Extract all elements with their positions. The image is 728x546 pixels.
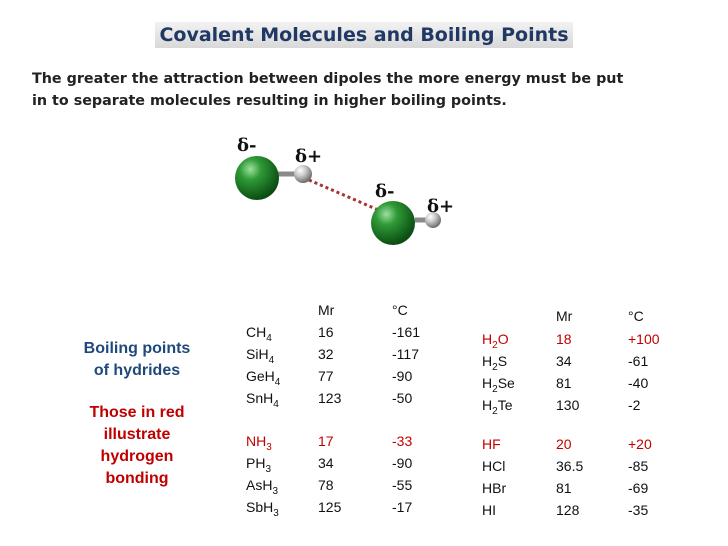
grey-atom-1 xyxy=(294,165,312,183)
green-atom-2 xyxy=(371,201,415,245)
left-row-bp-value: -33 xyxy=(392,433,413,449)
delta-minus-label-1: δ- xyxy=(237,136,257,156)
right-row-mr-value: 81 xyxy=(556,480,572,496)
left-row-formula: SiH$_4$ xyxy=(246,346,275,366)
left-row-formula: SnH$_4$ xyxy=(246,390,279,410)
left-row-formula: $NH_3$ xyxy=(246,433,272,453)
delta-plus-label-2: δ+ xyxy=(427,196,455,217)
right-row-mr-value: 130 xyxy=(556,397,580,413)
left-row-bp-value: -90 xyxy=(392,368,413,384)
delta-minus-label-2: δ- xyxy=(375,181,395,202)
hydrogen-bonding-note: Those in red illustrate hydrogen bonding xyxy=(89,404,185,487)
left-row-mr-value: 77 xyxy=(318,368,334,384)
left-row-mr-value: 78 xyxy=(318,477,334,493)
delta-plus-label-1: δ+ xyxy=(295,146,323,167)
left-row-formula: $CH_4$ xyxy=(246,324,272,344)
right-row-bp-value: -35 xyxy=(628,502,649,518)
right-row-mr-value: 81 xyxy=(556,375,572,391)
right-row-mr-value: 20 xyxy=(556,436,572,452)
right-row-formula: HI xyxy=(482,502,496,518)
explanation-line-1: The greater the attraction between dipoles the more energy must be put xyxy=(32,71,624,87)
right-row-formula: HF xyxy=(482,436,501,452)
right-row-formula: HBr xyxy=(482,480,507,496)
right-row-mr-value: 18 xyxy=(556,331,572,347)
left-row-formula: $PH_3$ xyxy=(246,455,272,475)
right-row-mr-value: 34 xyxy=(556,353,572,369)
right-row-formula: HCl xyxy=(482,458,506,474)
green-atom-1 xyxy=(235,156,279,200)
right-row-bp-value: -69 xyxy=(628,480,649,496)
boiling-points-label: Boiling points of hydrides xyxy=(83,340,191,379)
left-row-mr-value: 34 xyxy=(318,455,334,471)
left-row-formula: GeH$_4$ xyxy=(246,368,281,388)
left-row-mr-value: 123 xyxy=(318,390,342,406)
left-row-bp-value: -55 xyxy=(392,477,413,493)
left-row-formula: SbH$_3$ xyxy=(246,499,279,519)
right-row-formula: $H_2S$ xyxy=(482,353,508,373)
left-row-bp-value: -90 xyxy=(392,455,413,471)
left-row-mr-value: 32 xyxy=(318,346,334,362)
left-row-bp-value: -161 xyxy=(392,324,421,340)
right-row-bp-value: +20 xyxy=(628,436,652,452)
explanation-line-2: in to separate molecules resulting in higher boiling points. xyxy=(32,93,507,109)
dipole-attraction-line xyxy=(309,180,383,212)
right-row-bp-value: -61 xyxy=(628,353,649,369)
page-title: Covalent Molecules and Boiling Points xyxy=(0,24,728,46)
left-row-header-bp: °C xyxy=(392,302,408,318)
left-row-bp-value: -50 xyxy=(392,390,413,406)
right-row-header-mr: Mr xyxy=(556,308,573,324)
right-row-header-bp: °C xyxy=(628,308,644,324)
right-row-bp-value: -2 xyxy=(628,397,641,413)
right-row-formula: $H_2Se$ xyxy=(482,375,515,395)
left-row-header-mr: Mr xyxy=(318,302,335,318)
left-row-formula: AsH$_3$ xyxy=(246,477,279,497)
right-row-formula: $H_2Te$ xyxy=(482,397,513,417)
right-row-mr-value: 128 xyxy=(556,502,580,518)
left-row-mr-value: 16 xyxy=(318,324,334,340)
right-row-formula: $H_2O$ xyxy=(482,331,509,351)
dipole-illustration xyxy=(215,136,480,264)
right-row-bp-value: -85 xyxy=(628,458,649,474)
left-row-bp-value: -17 xyxy=(392,499,413,515)
left-row-mr-value: 125 xyxy=(318,499,342,515)
right-row-bp-value: +100 xyxy=(628,331,660,347)
right-row-bp-value: -40 xyxy=(628,375,649,391)
left-row-bp-value: -117 xyxy=(392,346,419,362)
right-row-mr-value: 36.5 xyxy=(556,458,584,474)
left-row-mr-value: 17 xyxy=(318,433,334,449)
explanation-text xyxy=(32,68,702,112)
